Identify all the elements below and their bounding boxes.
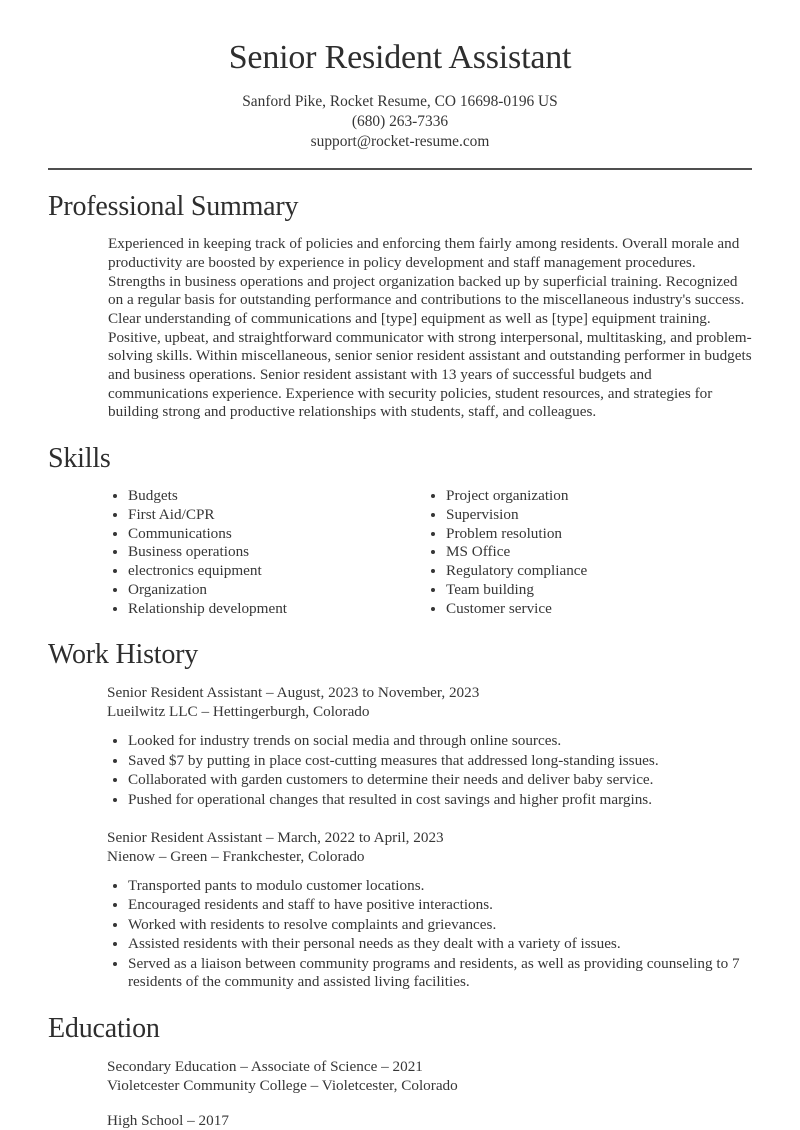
education-entry (107, 1057, 752, 1095)
job-bullet: • Encouraged residents and staff to have positive interactions. (128, 896, 752, 915)
contact-address: Sanford Pike, Rocket Resume, CO 16698-0196 US (242, 93, 558, 111)
section-education (48, 1012, 752, 1130)
contact-block (48, 92, 752, 151)
section-professional-summary (48, 190, 752, 422)
job-bullet: • Assisted residents with their personal needs as they dealt with a variety of issues. (128, 935, 752, 954)
resume-page (0, 38, 800, 1130)
skill-item: • electronics equipment (128, 562, 400, 580)
job-title-dates: Senior Resident Assistant – March, 2022 to April, 2023 (107, 828, 444, 846)
job-company-location: Lueilwitz LLC – Hettingerburgh, Colorado (107, 703, 370, 721)
job-company-location: Nienow – Green – Frankchester, Colorado (107, 847, 365, 865)
section-work-history (48, 638, 752, 992)
skill-item: • Regulatory compliance (446, 562, 752, 580)
skill-item: • Customer service (446, 600, 752, 618)
skills-columns (48, 487, 752, 618)
skills-heading: Skills (48, 443, 111, 475)
job-header (107, 683, 752, 721)
job-bullet: • Transported pants to modulo customer locations. (128, 877, 752, 896)
job-entry (48, 683, 752, 809)
skill-item: • Communications (128, 525, 400, 543)
job-bullet: • Saved $7 by putting in place cost-cutting measures that addressed long-standing issues. (128, 752, 752, 771)
job-title-dates: Senior Resident Assistant – August, 2023 to November, 2023 (107, 684, 480, 702)
professional-summary-heading: Professional Summary (48, 191, 299, 223)
job-bullet: • Pushed for operational changes that resulted in cost savings and higher profit margins. (128, 791, 752, 810)
job-bullet: • Collaborated with garden customers to determine their needs and deliver baby service. (128, 771, 752, 790)
skills-list-left (48, 487, 400, 618)
skill-item: • MS Office (446, 543, 752, 561)
job-bullet-list (48, 732, 752, 809)
section-skills (48, 442, 752, 618)
contact-phone: (680) 263-7336 (351, 112, 449, 130)
skills-list-right (400, 487, 752, 618)
skill-item: • Organization (128, 581, 400, 599)
job-bullet: • Looked for industry trends on social media and through online sources. (128, 732, 752, 751)
skill-item: • Budgets (128, 487, 400, 505)
skill-item: • Team building (446, 581, 752, 599)
education-degree-year: High School – 2017 (107, 1111, 229, 1129)
education-school-location: Violetcester Community College – Violetcester, Colorado (107, 1076, 458, 1094)
job-bullet: • Served as a liaison between community programs and residents, as well as providing counseling to 7 residents of the community and assisted living facilities. (128, 955, 752, 992)
contact-email: support@rocket-resume.com (310, 132, 490, 150)
job-bullet: • Worked with residents to resolve complaints and grievances. (128, 916, 752, 935)
resume-title: Senior Resident Assistant (228, 39, 572, 76)
education-degree-year: Secondary Education – Associate of Science – 2021 (107, 1057, 423, 1075)
education-entry (107, 1111, 752, 1130)
skill-item: • Project organization (446, 487, 752, 505)
work-history-heading: Work History (48, 639, 199, 671)
header-divider (48, 168, 752, 170)
job-entry (48, 828, 752, 992)
professional-summary-text: Experienced in keeping track of policies and enforcing them fairly among residents. Overall morale and productivity are boosted by experience in policy development and staff management procedures. Strengths in business operations and project organization backed up by superficial training. Recognized on a regular basis for outstanding performance and contributions to the miscellaneous industry's success. Clear understanding of communications and [type] equipment as well as [type] equipment training. Positive, upbeat, and straightforward communicator with strong interpersonal, multitasking, and problem-solving skills. Within miscellaneous, senior senior resident assistant and outstanding performer in budgets and business operations. Senior resident assistant with 13 years of successful budgets and communications experience. Experience with security policies, student resources, and strategies for building strong and productive relationships with students, staff, and colleagues. (108, 235, 752, 421)
education-heading: Education (48, 1012, 160, 1044)
job-bullet-list (48, 877, 752, 992)
skill-item: • Business operations (128, 543, 400, 561)
skill-item: • Relationship development (128, 600, 400, 618)
resume-header (48, 38, 752, 151)
job-header (107, 828, 752, 866)
skill-item: • Problem resolution (446, 525, 752, 543)
skill-item: • Supervision (446, 506, 752, 524)
skill-item: • First Aid/CPR (128, 506, 400, 524)
